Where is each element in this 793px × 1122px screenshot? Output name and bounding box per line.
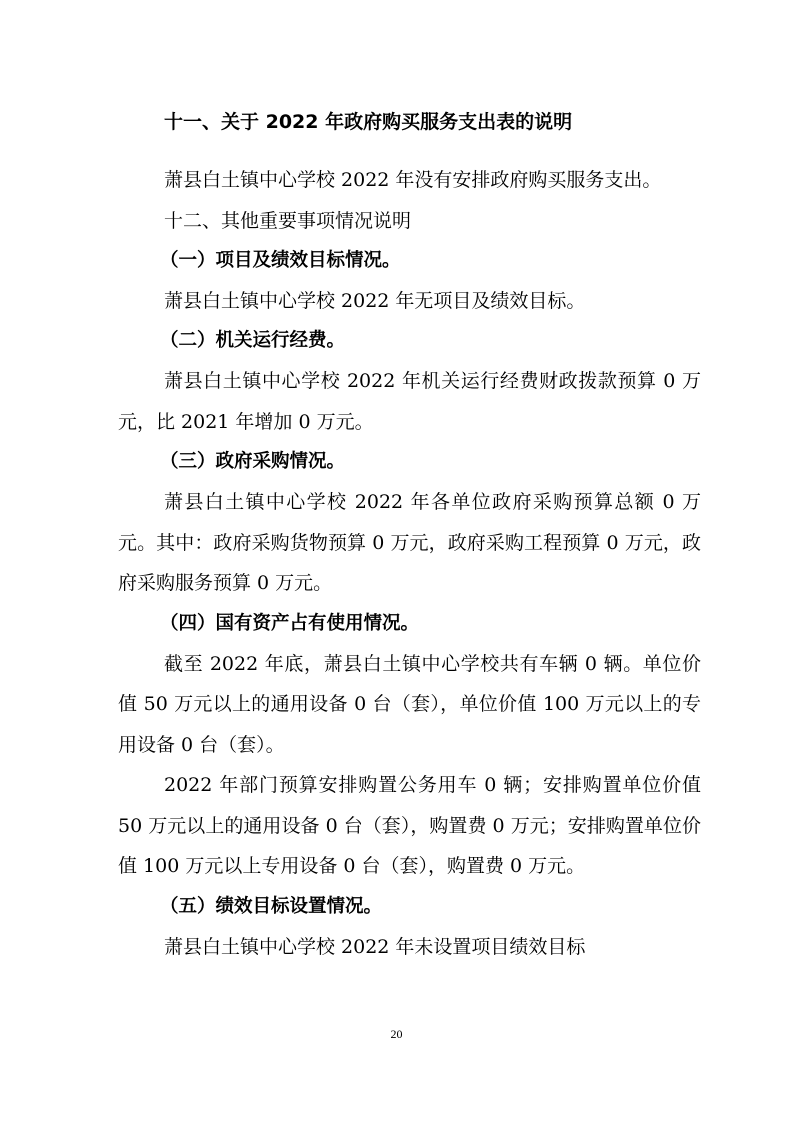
page-number: 20: [390, 1027, 403, 1041]
item-1-heading: （一）项目及绩效目标情况。: [160, 249, 401, 271]
item-2-body: 萧县白土镇中心学校 2022 年机关运行经费财政拨款预算 0 万元，比 2021 年增加 0 万元。: [118, 370, 701, 433]
page-content: [118, 102, 701, 967]
section-11-title: 十一、关于 2022 年政府购买服务支出表的说明: [164, 111, 573, 133]
item-3-body: 萧县白土镇中心学校 2022 年各单位政府采购预算总额 0 万元。其中：政府采购货物预算 0 万元，政府采购工程预算 0 万元，政府采购服务预算 0 万元。: [118, 491, 701, 594]
item-4-heading: （四）国有资产占有使用情况。: [160, 612, 420, 634]
item-4-body: 截至 2022 年底，萧县白土镇中心学校共有车辆 0 辆。单位价值 50 万元以上的通用设备 0 台（套），单位价值 100 万元以上的专用设备 0 台（套）。: [118, 652, 701, 756]
item-3-heading: （三）政府采购情况。: [160, 451, 346, 472]
item-4-body-2: 2022 年部门预算安排购置公务用车 0 辆；安排购置单位价值 50 万元以上的通用设备 0 台（套），购置费 0 万元；安排购置单位价值 100 万元以上专用设备 0 台（套），购置费 0 万元。: [118, 774, 701, 877]
item-2-heading: （二）机关运行经费。: [160, 330, 346, 351]
item-5-heading: （五）绩效目标设置情况。: [160, 895, 383, 917]
item-1-body: 萧县白土镇中心学校 2022 年无项目及绩效目标。: [164, 289, 586, 312]
item-5-body: 萧县白土镇中心学校 2022 年未设置项目绩效目标: [164, 935, 586, 958]
section-12-title: 十二、其他重要事项情况说明: [164, 209, 412, 232]
section-11-body: 萧县白土镇中心学校 2022 年没有安排政府购买服务支出。: [164, 169, 662, 191]
